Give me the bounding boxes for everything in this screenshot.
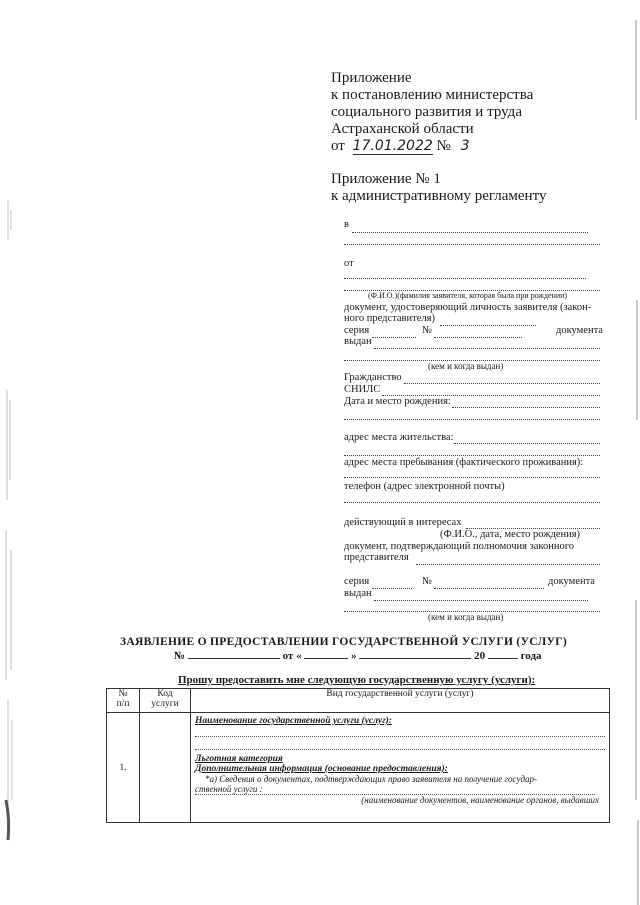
blank-line (344, 419, 600, 420)
to-label: в (344, 219, 349, 230)
number2-line (434, 588, 544, 589)
subheader-line-2: к административному регламенту (331, 188, 547, 204)
blank-line (344, 502, 600, 503)
stay-label: адрес места пребывания (фактического проживания): (344, 457, 584, 468)
table-row (107, 713, 610, 823)
request-text: Прошу предоставить мне следующую государственную услугу (услуги): (178, 674, 536, 686)
header-date-line (331, 138, 470, 155)
subheader-line-1: Приложение № 1 (331, 171, 441, 187)
issued2-line (374, 600, 588, 601)
scan-edge-artifact (632, 0, 640, 905)
blank-line (195, 737, 605, 750)
application-number-line (174, 650, 542, 662)
snils-label: СНИЛС (344, 384, 381, 395)
app-year-blank (488, 658, 518, 659)
acting-label: действующий в интересах (344, 517, 462, 528)
to-line (352, 232, 588, 233)
handwritten-number: 3 (460, 138, 470, 154)
series2-label: серия (344, 576, 370, 587)
application-title: ЗАЯВЛЕНИЕ О ПРЕДОСТАВЛЕНИИ ГОСУДАРСТВЕННОЙ УСЛУГИ (УСЛУГ) (120, 636, 567, 648)
blank-line (344, 278, 586, 279)
header-line-1: Приложение (331, 70, 412, 86)
app-from-label: от « (282, 650, 302, 662)
issued-label: выдан (344, 336, 372, 347)
blank-line (440, 325, 536, 326)
app-month-blank (359, 658, 471, 659)
fio-caption: (Ф.И.О.)(фамилия заявителя, которая была при рождении) (368, 291, 568, 300)
issued-line (374, 348, 600, 349)
category-label: Льготная категория (195, 754, 283, 764)
power-doc-line-2: представителя (344, 552, 409, 563)
blank-line (416, 564, 600, 565)
col-code-header-line2: услуги (151, 699, 179, 709)
col-num-header-line2: п/п (116, 699, 130, 709)
from-label: от (344, 258, 354, 269)
app-num-blank (188, 658, 280, 659)
docs-line-2: ственной услуги : (195, 784, 595, 795)
id-doc-line-2: ного представителя) (344, 313, 435, 324)
docs-line-1: *а) Сведения о документах, подтверждающих право заявителя на получение государ- (205, 774, 538, 784)
table-header-row (107, 689, 610, 713)
residence-line (454, 443, 600, 444)
series-label: серия (344, 325, 370, 336)
header-line-2: к постановлению министерства (331, 87, 534, 103)
birth-line (452, 407, 600, 408)
scan-edge-artifact (2, 200, 24, 860)
issued-caption: (кем и когда выдан) (428, 361, 504, 371)
series-line (372, 337, 416, 338)
header-line-4: Астраханской области (331, 121, 474, 137)
row-number: 1. (107, 713, 140, 823)
issued2-label: выдан (344, 588, 372, 599)
col-code-header (140, 689, 191, 713)
id-doc-line-1: документ, удостоверяющий личность заявителя (закон- (344, 302, 592, 313)
number-prefix: № (436, 138, 451, 154)
extra-info-label: Дополнительная информация (основание предоставления): (195, 764, 448, 774)
col-num-header (107, 689, 140, 713)
number2-label: № (422, 576, 433, 587)
col-code-header-line1: Код (157, 689, 173, 699)
blank-line (344, 477, 600, 478)
col-num-header-line1: № (118, 689, 128, 699)
document2-label: документа (548, 576, 595, 587)
date-prefix: от (331, 138, 345, 154)
service-name-label: Наименование государственной услуги (услуг): (195, 716, 392, 726)
blank-line (344, 244, 600, 245)
power-doc-line-1: документ, подтверждающий полномочия законного (344, 541, 575, 552)
app-close-quote: » (351, 650, 357, 662)
issued2-caption: (кем и когда выдан) (428, 612, 504, 622)
acting-caption: (Ф.И.О., дата, место рождения) (440, 529, 581, 540)
phone-label: телефон (адрес электронной почты) (344, 481, 505, 492)
blank-line (344, 455, 600, 456)
handwritten-date: 17.01.2022 (352, 138, 433, 154)
number-label: № (422, 325, 433, 336)
citizenship-label: Гражданство (344, 372, 402, 383)
services-table (106, 688, 610, 823)
blank-line (195, 726, 605, 737)
citizenship-line (404, 383, 600, 384)
docs-caption: (наименование документов, наименование органов, выдавших (361, 795, 599, 805)
app-day-blank (304, 658, 348, 659)
row-code (140, 713, 191, 823)
row-service (191, 713, 610, 823)
document-label: документа (556, 325, 603, 336)
app-num-label: № (174, 650, 186, 662)
series2-line (372, 588, 412, 589)
birth-label: Дата и место рождения: (344, 396, 451, 407)
col-service-header: Вид государственной услуги (услуг) (191, 689, 610, 713)
app-year-suffix: года (520, 650, 542, 662)
number-line (434, 337, 522, 338)
app-year-prefix: 20 (474, 650, 486, 662)
header-line-3: социального развития и труда (331, 104, 522, 120)
residence-label: адрес места жительства: (344, 432, 454, 443)
